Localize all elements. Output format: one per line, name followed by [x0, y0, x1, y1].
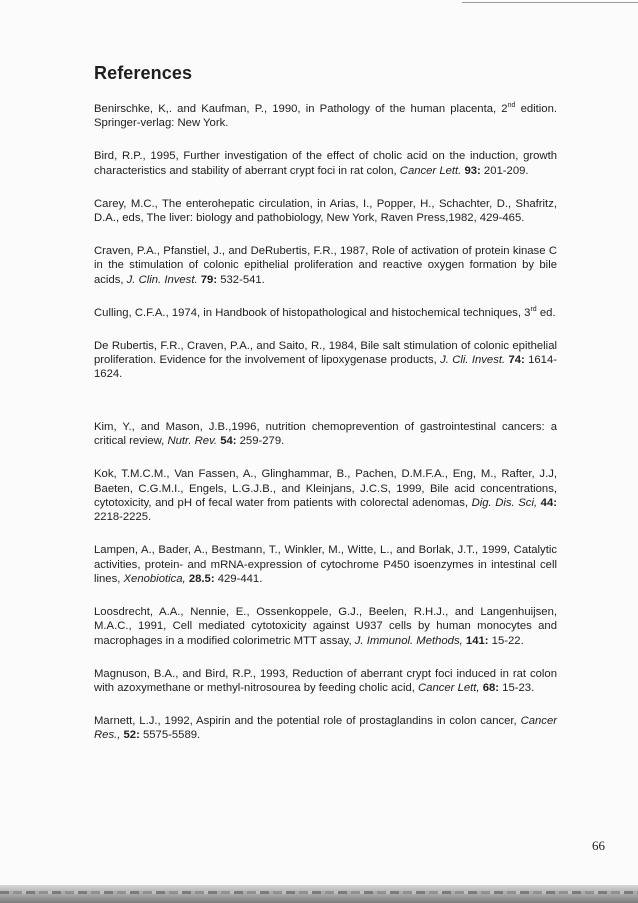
- reference-text: 1614-1624.: [94, 353, 557, 381]
- journal-name: Cancer Res.,: [94, 714, 557, 742]
- reference-item: [94, 339, 557, 382]
- reference-text: Benirschke, K,. and Kaufman, P., 1990, in Pathology of the human placenta, 2: [94, 103, 508, 115]
- page-title: References: [94, 63, 193, 83]
- volume-number: 54:: [220, 435, 237, 448]
- volume-number: 79:: [200, 273, 218, 286]
- volume-number: 28.5:: [188, 573, 215, 586]
- reference-text: 15-22.: [488, 634, 524, 647]
- reference-text: 15-23.: [499, 682, 535, 695]
- reference-text: Kim, Y., and Mason, J.B.,1996, nutrition chemoprevention of gastrointestinal cancers: a critical review,: [94, 420, 557, 448]
- reference-text: 5575-5589.: [139, 729, 201, 742]
- reference-text: Kok, T.M.C.M., Van Fassen, A., Glinghammar, B., Pachen, D.M.F.A., Eng, M., Rafter, J.J, Baeten, C.G.M.I., Engels, L.G.J.B., and Kleinjans, J.C.S, 1999, Bile acid concentrations, cytotoxicity, and pH of fecal water from patients with colorectal adenomas,: [94, 468, 557, 509]
- reference-item: [94, 102, 557, 131]
- reference-text: Marnett, L.J., 1992, Aspirin and the potential role of prostaglandins in colon cancer,: [94, 714, 521, 727]
- reference-item: [94, 306, 557, 320]
- reference-item: [94, 667, 557, 696]
- reference-text: Magnuson, B.A., and Bird, R.P., 1993, Reduction of aberrant crypt foci induced in rat colon with azoxymethane or methyl-nitrosourea by feeding cholic acid,: [94, 667, 557, 695]
- reference-item: [94, 714, 557, 743]
- reference-item: [94, 149, 557, 178]
- reference-item: [94, 420, 557, 449]
- reference-text: De Rubertis, F.R., Craven, P.A., and Saito, R., 1984, Bile salt stimulation of colonic epithelial proliferation. Evidence for the involvement of lipoxygenase products,: [94, 339, 557, 366]
- journal-name: Cancer Lett,: [418, 682, 480, 695]
- reference-text: 429-441.: [214, 573, 263, 586]
- page-number: 66: [592, 838, 605, 853]
- journal-name: J. Clin. Invest.: [126, 273, 198, 286]
- reference-text: Lampen, A., Bader, A., Bestmann, T., Winkler, M., Witte, L., and Borlak, J.T., 1999, Catalytic activities, protein- and mRNA-expression of cytochrome P450 isoenzymes in intestinal cell lines,: [94, 544, 557, 586]
- ordinal-suffix: nd: [507, 102, 516, 110]
- reference-item: [94, 197, 557, 226]
- ordinal-suffix: rd: [530, 305, 537, 313]
- volume-number: 44:: [540, 496, 557, 509]
- reference-item: [94, 605, 557, 648]
- reference-text: Carey, M.C., The enterohepatic circulation, in Arias, I., Popper, H., Schachter, D., Shafritz, D.A., eds, The liver: biology and pathobiology, New York, Raven Press,1982, 429-465.: [94, 197, 557, 225]
- volume-number: 52:: [123, 729, 140, 742]
- journal-name: J. Cli. Invest.: [440, 353, 506, 366]
- volume-number: 74:: [508, 353, 525, 366]
- reference-text: 2218-2225.: [94, 511, 152, 524]
- reference-text: edition. Springer-verlag: New York.: [94, 103, 557, 130]
- scan-bottom-edge: [0, 885, 638, 903]
- reference-text: 259-279.: [236, 435, 285, 448]
- scan-edge-line: [462, 2, 638, 3]
- reference-text: Culling, C.F.A., 1974, in Handbook of histopathological and histochemical techniques, 3: [94, 306, 531, 319]
- reference-text: 201-209.: [480, 164, 529, 177]
- reference-text: Loosdrecht, A.A., Nennie, E., Ossenkoppele, G.J., Beelen, R.H.J., and Langenhuijsen, M.A.C., 1991, Cell mediated cytotoxicity against U937 cells by human monocytes and macrophages in a modified colorimetric MTT assay,: [94, 605, 557, 647]
- volume-number: 141:: [465, 634, 489, 647]
- reference-text: ed.: [536, 306, 556, 319]
- volume-number: 68:: [482, 682, 500, 695]
- volume-number: 93:: [464, 164, 481, 177]
- journal-name: Dig. Dis. Sci,: [471, 496, 538, 509]
- journal-name: Nutr. Rev.: [167, 435, 218, 448]
- reference-item: [94, 467, 557, 525]
- reference-text: 532-541.: [217, 273, 265, 286]
- reference-item: [94, 543, 557, 586]
- journal-name: Xenobiotica,: [123, 573, 186, 586]
- reference-text: Bird, R.P., 1995, Further investigation of the effect of cholic acid on the induction, growth characteristics and stability of aberrant crypt foci in rat colon,: [94, 150, 557, 177]
- reference-item: [94, 244, 557, 287]
- reference-list: [94, 102, 557, 761]
- journal-name: Cancer Lett.: [399, 164, 462, 177]
- reference-text: Craven, P.A., Pfanstiel, J., and DeRubertis, F.R., 1987, Role of activation of protein kinase C in the stimulation of colonic epithelial proliferation and reactive oxygen formation by bile acids,: [94, 244, 557, 286]
- journal-name: J. Immunol. Methods,: [354, 634, 463, 647]
